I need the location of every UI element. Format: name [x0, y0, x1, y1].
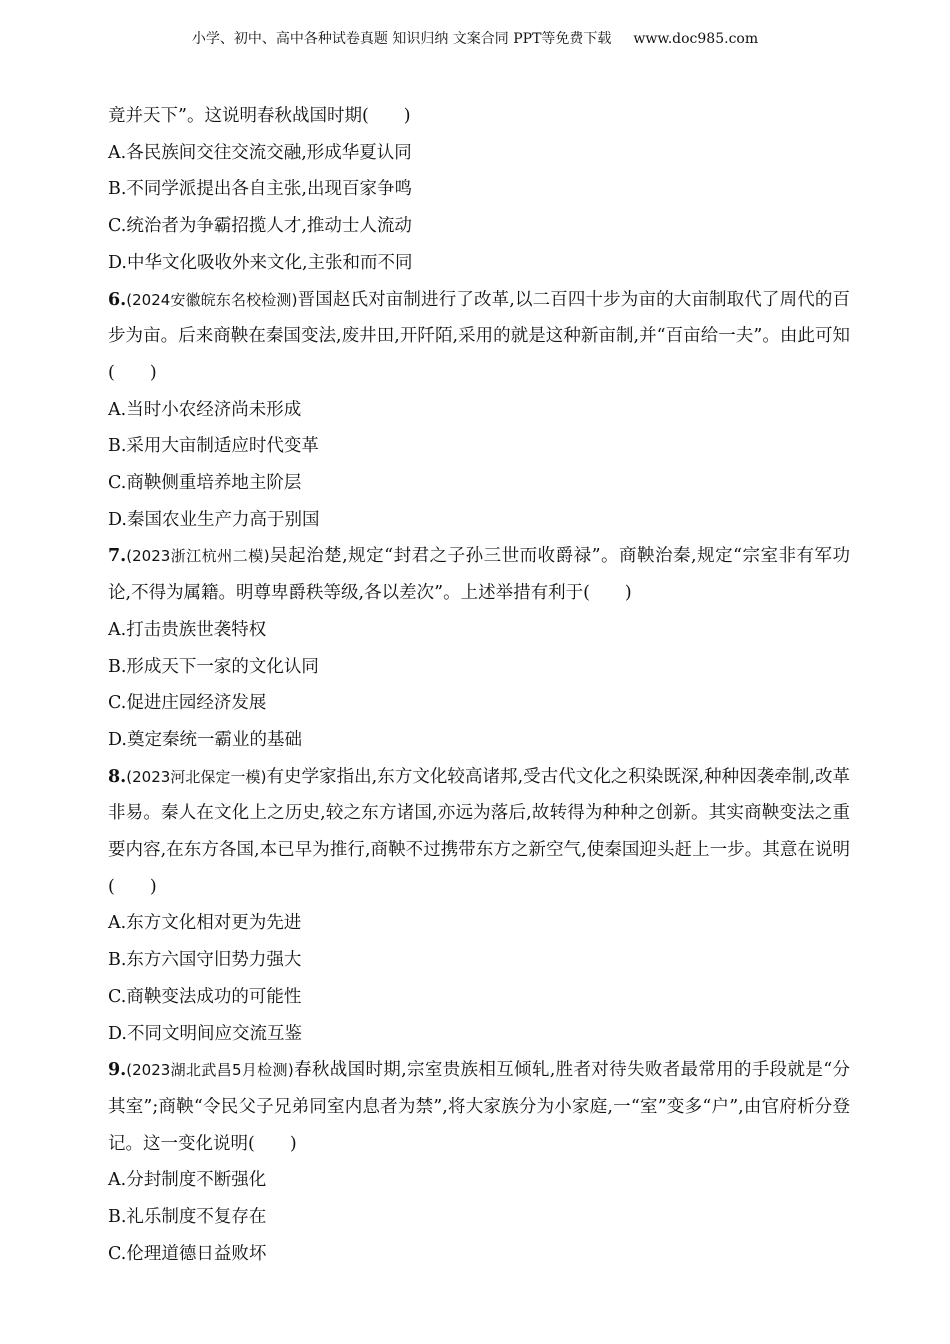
question-5-option-a: A.各民族间交往交流交融,形成华夏认同: [108, 142, 412, 163]
question-6-source: (2024安徽皖东名校检测): [126, 290, 298, 309]
question-6: [108, 282, 850, 539]
question-8-option-c: C.商鞅变法成功的可能性: [108, 986, 302, 1007]
question-6-option-c: C.商鞅侧重培养地主阶层: [108, 473, 302, 494]
question-9-source: (2023湖北武昌5月检测): [126, 1061, 294, 1080]
question-5-option-d: D.中华文化吸收外来文化,主张和而不同: [108, 252, 413, 273]
question-6-stem: [108, 282, 850, 392]
question-9-option-c: C.伦理道德日益败坏: [108, 1243, 267, 1264]
question-5-stem-end: 竟并天下”。这说明春秋战国时期( ): [108, 106, 411, 126]
question-9: [108, 1052, 850, 1272]
question-7-number: 7.: [108, 546, 127, 567]
question-5: [108, 98, 850, 282]
question-8-source: (2023河北保定一模): [126, 767, 267, 786]
question-6-option-a: A.当时小农经济尚未形成: [108, 399, 302, 420]
question-9-text: 春秋战国时期,宗室贵族相互倾轧,胜者对待失败者最常用的手段就是“分其室”;商鞅“令民父子兄弟同室内息者为禁”,将大家族分为小家庭,一“室”变多“户”,由官府析分登记。这一变化说明( ): [108, 1060, 850, 1154]
question-6-option-d: D.秦国农业生产力高于别国: [108, 509, 320, 530]
question-5-option-b: B.不同学派提出各自主张,出现百家争鸣: [108, 179, 412, 200]
question-6-text: 晋国赵氏对亩制进行了改革,以二百四十步为亩的大亩制取代了周代的百步为亩。后来商鞅在秦国变法,废井田,开阡陌,采用的就是这种新亩制,并“百亩给一夫”。由此可知( ): [108, 289, 850, 383]
question-5-option-c: C.统治者为争霸招揽人才,推动士人流动: [108, 216, 412, 237]
question-8-text: 有史学家指出,东方文化较高诸邦,受古代文化之积染既深,种种因袭牵制,改革非易。秦人在文化上之历史,较之东方诸国,亦远为落后,故转得为种种之创新。其实商鞅变法之重要内容,在东方各国,本已早为推行,商鞅不过携带东方之新空气,使秦国迎头赶上一步。其意在说明( ): [108, 766, 850, 897]
question-7-text: 吴起治楚,规定“封君之子孙三世而收爵禄”。商鞅治秦,规定“宗室非有军功论,不得为属籍。明尊卑爵秩等级,各以差次”。上述举措有利于( ): [108, 546, 850, 604]
question-9-option-a: A.分封制度不断强化: [108, 1170, 267, 1191]
question-7-source: (2023浙江杭州二模): [126, 547, 270, 566]
question-7-option-d: D.奠定秦统一霸业的基础: [108, 729, 302, 750]
question-8: [108, 759, 850, 1053]
question-8-stem: [108, 759, 850, 906]
question-7-option-b: B.形成天下一家的文化认同: [108, 656, 319, 677]
question-7-option-a: A.打击贵族世袭特权: [108, 619, 267, 640]
question-7-stem: [108, 538, 850, 611]
question-9-number: 9.: [108, 1060, 127, 1081]
page-header: [0, 28, 950, 48]
question-8-option-d: D.不同文明间应交流互鉴: [108, 1023, 302, 1044]
question-7: [108, 538, 850, 758]
question-7-option-c: C.促进庄园经济发展: [108, 693, 267, 714]
question-9-stem: [108, 1052, 850, 1162]
question-8-option-a: A.东方文化相对更为先进: [108, 913, 302, 934]
question-6-option-b: B.采用大亩制适应时代变革: [108, 436, 319, 457]
question-9-option-b: B.礼乐制度不复存在: [108, 1207, 267, 1228]
question-8-option-b: B.东方六国守旧势力强大: [108, 950, 302, 971]
question-content: [108, 98, 850, 1273]
header-url: www.doc985.com: [633, 31, 759, 47]
question-8-number: 8.: [108, 766, 127, 787]
header-text: 小学、初中、高中各种试卷真题 知识归纳 文案合同 PPT等免费下载: [191, 31, 612, 47]
question-6-number: 6.: [108, 289, 127, 310]
